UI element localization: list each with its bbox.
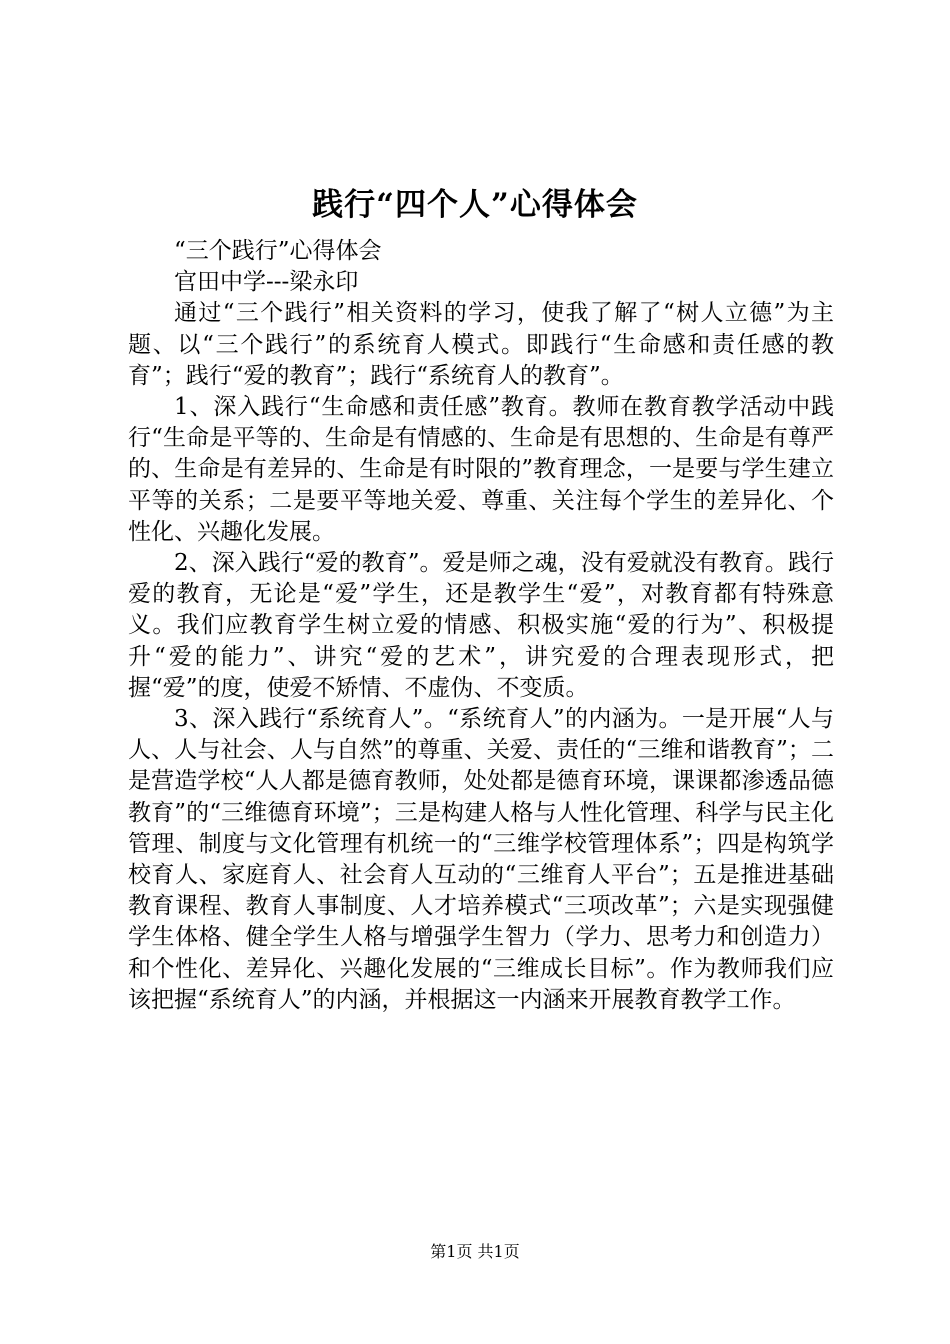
section-1-paragraph: 1、深入践行“生命感和责任感”教育。教师在教育教学活动中践行“生命是平等的、生命是有情感的、生命是有思想的、生命是有尊严的、生命是有差异的、生命是有时限的”教育理念，一是要与学生建立平等的关系；二是要平等地关爱、尊重、关注每个学生的差异化、个性化、兴趣化发展。 [128,394,834,545]
author-paragraph: 官田中学---梁永印 [174,269,359,296]
section-2-paragraph: 2、深入践行“爱的教育”。爱是师之魂，没有爱就没有教育。践行爱的教育，无论是“爱”学生，还是教学生“爱”，对教育都有特殊意义。我们应教育学生树立爱的情感、积极实施“爱的行为”、积极提升“爱的能力”、讲究“爱的艺术”，讲究爱的合理表现形式，把握“爱”的度，使爱不矫情、不虚伪、不变质。 [128,550,834,701]
document-title: 践行“四个人”心得体会 [312,187,638,223]
subtitle-paragraph: “三个践行”心得体会 [174,238,382,264]
section-3-paragraph: 3、深入践行“系统育人”。“系统育人”的内涵为。一是开展“人与人、人与社会、人与自然”的尊重、关爱、责任的“三维和谐教育”；二是营造学校“人人都是德育教师，处处都是德育环境，课课都渗透品德教育”的“三维德育环境”；三是构建人格与人性化管理、科学与民主化管理、制度与文化管理有机统一的“三维学校管理体系”；四是构筑学校育人、家庭育人、社会育人互动的“三维育人平台”；五是推进基础教育课程、教育人事制度、人才培养模式“三项改革”；六是实现强健学生体格、健全学生人格与增强学生智力（学力、思考力和创造力）和个性化、差异化、兴趣化发展的“三维成长目标”。作为教师我们应该把握“系统育人”的内涵，并根据这一内涵来开展教育教学工作。 [128,706,834,1013]
page-footer: 第1页 共1页 [430,1242,520,1261]
document-body [128,236,834,1016]
intro-paragraph: 通过“三个践行”相关资料的学习，使我了解了“树人立德”为主题、以“三个践行”的系统育人模式。即践行“生命感和责任感的教育”；践行“爱的教育”；践行“系统育人的教育”。 [128,300,834,389]
